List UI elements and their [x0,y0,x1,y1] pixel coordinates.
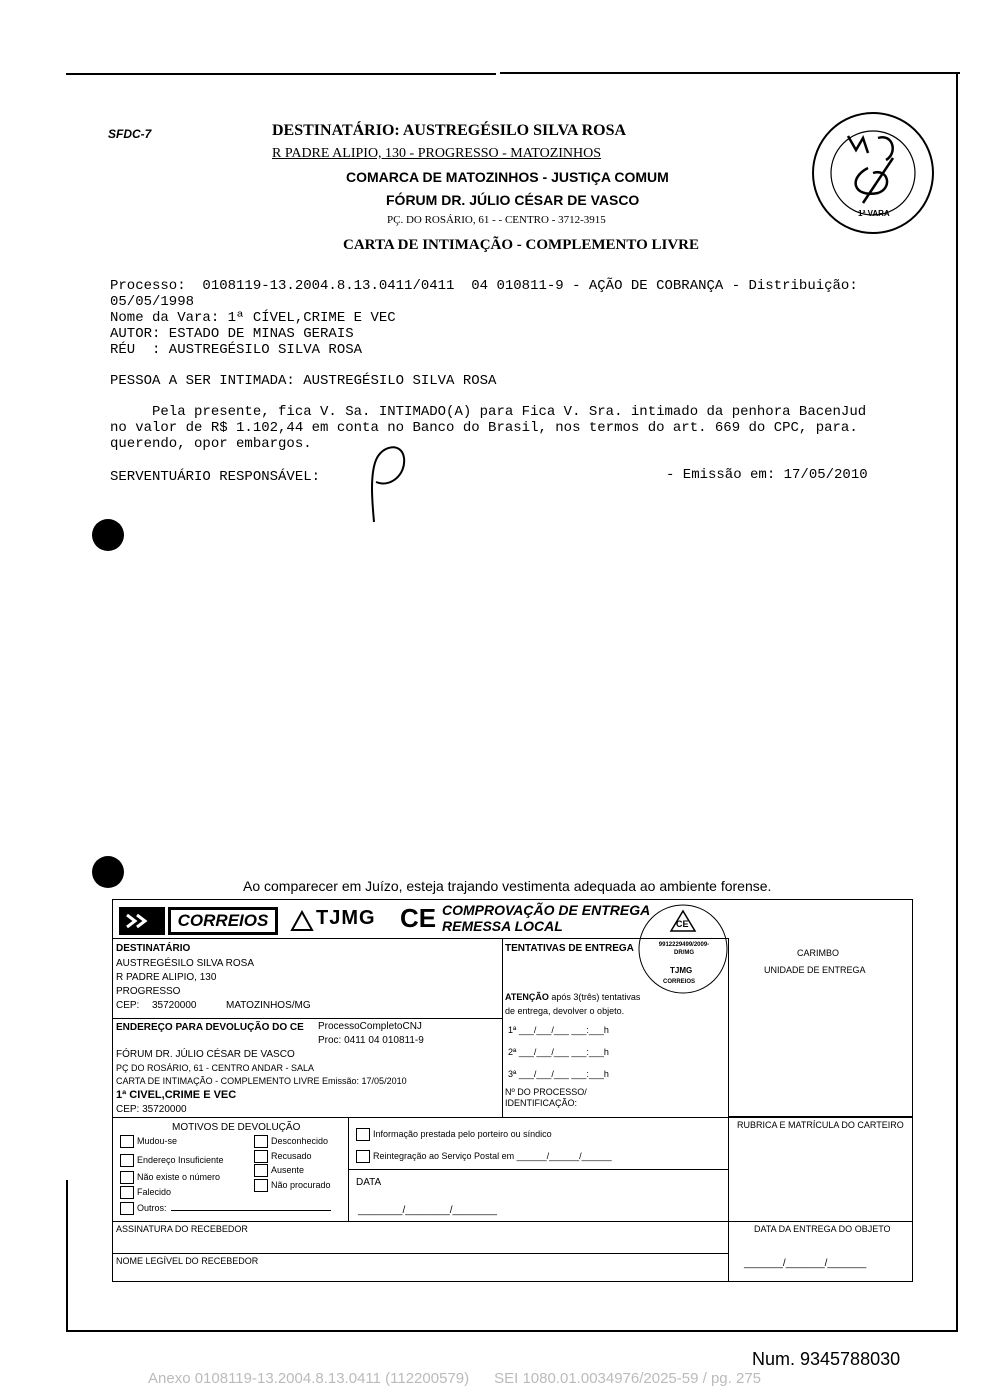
row-line-carimbo [728,1116,913,1117]
identificacao-label: IDENTIFICAÇÃO: [505,1098,578,1108]
motivos-label: MOTIVOS DE DEVOLUÇÃO [172,1122,301,1133]
signature [362,440,412,526]
doc-title: CARTA DE INTIMAÇÃO - COMPLEMENTO LIVRE [343,237,700,253]
punch-hole-bottom [92,856,124,888]
intimacao-text-1: Pela presente, fica V. Sa. INTIMADO(A) para Fica V. Sra. intimado da penhora BacenJud [110,404,867,420]
checkbox-mudou[interactable] [120,1135,134,1148]
remessa-title: REMESSA LOCAL [442,918,563,934]
checkbox-desconhecido[interactable] [254,1135,268,1148]
reu-line: RÉU : AUSTREGÉSILO SILVA ROSA [110,342,363,358]
comarca: COMARCA DE MATOZINHOS - JUSTIÇA COMUM [346,169,669,185]
checkbox-falecido[interactable] [120,1186,134,1199]
vara-line: Nome da Vara: 1ª CÍVEL,CRIME E VEC [110,310,396,326]
row-line-2 [113,1018,503,1019]
dest-cep-label: CEP: [116,1000,140,1011]
row-line-3 [113,1117,913,1118]
form-code: SFDC-7 [108,127,152,141]
checkbox-naoprocurado[interactable] [254,1179,268,1192]
col-line-dest [502,938,503,1118]
emissao-date: - Emissão em: 17/05/2010 [666,467,868,483]
dest-city: MATOZINHOS/MG [226,1000,311,1011]
data-label: DATA [356,1177,382,1188]
forum-address: PÇ. DO ROSÁRIO, 61 - - CENTRO - 3712-3915 [387,214,606,226]
checkbox-ausente[interactable] [254,1164,268,1177]
seal-correios: CORREIOS [663,979,696,985]
dest-label: DESTINATÁRIO [116,943,191,954]
row-line-4 [113,1221,913,1222]
checkbox-endereco[interactable] [120,1154,134,1167]
dev-vara: 1ª CIVEL,CRIME E VEC [116,1089,237,1101]
data-entrega-label: DATA DA ENTREGA DO OBJETO [754,1224,891,1234]
reintegracao[interactable]: Reintegração ao Serviço Postal em ______/______/______ [356,1150,612,1163]
motivo-outros[interactable]: Outros: [120,1202,331,1215]
motivo-recusado[interactable]: Recusado [254,1150,312,1163]
forensic-notice: Ao comparecer em Juízo, esteja trajando vestimenta adequada ao ambiente forense. [243,878,772,894]
data-field[interactable]: ________/________/________ [358,1205,498,1216]
top-rule-left [66,73,496,75]
motivo-ausente[interactable]: Ausente [254,1164,304,1177]
punch-hole-top [92,519,124,551]
dev-address: PÇ DO ROSÁRIO, 61 - CENTRO ANDAR - SALA [116,1063,315,1073]
right-rule [956,74,958,1332]
rubrica-label: RUBRICA E MATRÍCULA DO CARTEIRO [737,1120,904,1130]
row-line-data [348,1169,728,1170]
motivo-endereco[interactable]: Endereço Insuficiente [120,1154,224,1167]
intimacao-text-2: no valor de R$ 1.102,44 em conta no Banco do Brasil, nos termos do art. 669 do CPC, para. [110,420,858,436]
dest-name: AUSTREGÉSILO SILVA ROSA [116,958,255,969]
carimbo-label: CARIMBO [797,948,840,958]
dest-district: PROGRESSO [116,986,181,997]
nome-legivel-label: NOME LEGÍVEL DO RECEBEDOR [116,1256,259,1266]
col-line-carimbo [728,938,729,1282]
correios-logo: CORREIOS [168,907,278,935]
comprovacao-title: COMPROVAÇÃO DE ENTREGA [442,902,651,918]
seal-ce: CE [676,919,689,929]
motivo-naoexiste[interactable]: Não existe o número [120,1171,220,1184]
pessoa-line: PESSOA A SER INTIMADA: AUSTREGÉSILO SILVA ROSA [110,373,497,389]
autor-line: AUTOR: ESTADO DE MINAS GERAIS [110,326,354,342]
ce-logo: CE [400,903,437,933]
nprocesso-label: Nº DO PROCESSO/ [505,1087,587,1097]
intimacao-text-3: querendo, opor embargos. [110,436,312,452]
serventuario-label: SERVENTUÁRIO RESPONSÁVEL: [110,469,321,485]
document-number: Num. 9345788030 [752,1349,901,1369]
checkbox-porteiro[interactable] [356,1128,370,1141]
seal-tjmg: TJMG [670,966,693,975]
motivo-naoprocurado[interactable]: Não procurado [254,1179,331,1192]
tentativa-1-field[interactable]: 1ª ___/___/___ ___:___h [508,1025,609,1035]
dest-cep-value: 35720000 [152,1000,197,1011]
data-entrega-field[interactable]: _______/_______/_______ [744,1258,867,1269]
dev-carta: CARTA DE INTIMAÇÃO - COMPLEMENTO LIVRE Emissão: 17/05/2010 [116,1076,407,1086]
dev-forum: FÓRUM DR. JÚLIO CÉSAR DE VASCO [116,1049,295,1060]
motivo-falecido[interactable]: Falecido [120,1186,171,1199]
assinatura-label: ASSINATURA DO RECEBEDOR [116,1224,248,1234]
devolucao-label: ENDEREÇO PARA DEVOLUÇÃO DO CE [116,1022,304,1033]
checkbox-naoexiste[interactable] [120,1171,134,1184]
info-porteiro[interactable]: Informação prestada pelo porteiro ou síndico [356,1128,552,1141]
correios-arrow-logo [119,907,165,935]
row-line-1 [113,938,728,939]
atencao-line2: de entrega, devolver o objeto. [505,1006,625,1016]
tjmg-triangle-icon [290,910,314,937]
left-rule [66,1180,68,1332]
seal-code: 9912229499/2009-DR/MG [658,942,710,956]
checkbox-outros[interactable] [120,1202,134,1215]
proc-number: Proc: 0411 04 010811-9 [318,1035,424,1046]
checkbox-recusado[interactable] [254,1150,268,1163]
dev-cep: CEP: 35720000 [116,1104,187,1115]
motivo-desconhecido[interactable]: Desconhecido [254,1135,328,1148]
top-rule-right [500,72,960,74]
recipient-line: DESTINATÁRIO: AUSTREGÉSILO SILVA ROSA [272,122,627,139]
dest-street: R PADRE ALIPIO, 130 [116,972,217,983]
secretaria-stamp [808,108,938,238]
atencao-line1: ATENÇÃO após 3(três) tentativas [505,992,641,1002]
processo-line2: 05/05/1998 [110,294,195,310]
recipient-address: R PADRE ALIPIO, 130 - PROGRESSO - MATOZINHOS [272,146,602,161]
forum: FÓRUM DR. JÚLIO CÉSAR DE VASCO [386,192,640,208]
sei-annex-footer: Anexo 0108119-13.2004.8.13.0411 (112200579) SEI 1080.01.0034976/2025-59 / pg. 275 [148,1370,762,1387]
motivo-mudou[interactable]: Mudou-se [120,1135,177,1148]
tentativas-label: TENTATIVAS DE ENTREGA [505,943,634,954]
stamp-vara: 1ª VARA [858,209,890,218]
tjmg-logo: TJMG [316,907,376,929]
unidade-label: UNIDADE DE ENTREGA [764,965,866,975]
tentativa-3-field[interactable]: 3ª ___/___/___ ___:___h [508,1069,609,1079]
checkbox-reintegracao[interactable] [356,1150,370,1163]
bottom-rule [66,1330,958,1332]
processo-cnj: ProcessoCompletoCNJ [318,1021,422,1032]
tentativa-2-field[interactable]: 2ª ___/___/___ ___:___h [508,1047,609,1057]
processo-line1: Processo: 0108119-13.2004.8.13.0411/0411 04 010811-9 - AÇÃO DE COBRANÇA - Distribuição: [110,278,858,294]
row-line-5 [113,1253,728,1254]
